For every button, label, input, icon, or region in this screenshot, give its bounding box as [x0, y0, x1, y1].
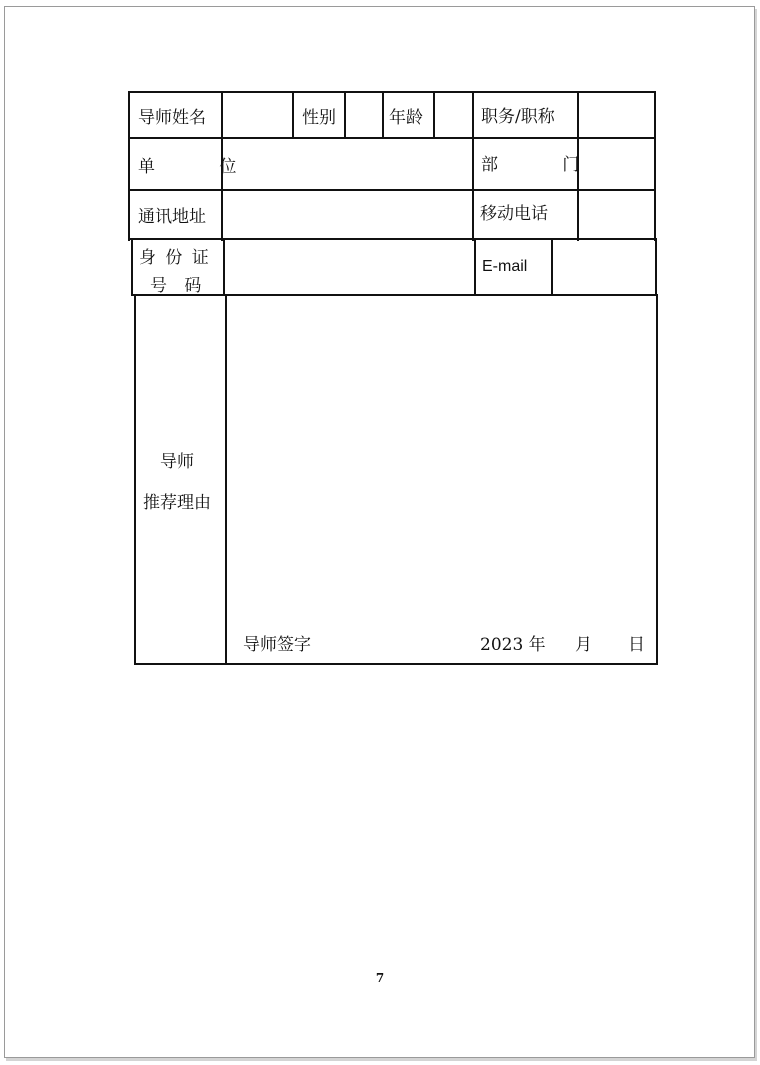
address-label: 通讯地址: [138, 207, 206, 227]
unit-label: 单 位: [138, 157, 251, 177]
document-page: [4, 6, 755, 1058]
table-border-right: [654, 91, 656, 241]
recommendation-label-line1: 导师: [160, 452, 194, 472]
signature-label: 导师签字: [243, 635, 311, 655]
gender-label: 性别: [302, 108, 336, 128]
cell-divider: [344, 91, 346, 139]
table-border-right-bottom: [656, 294, 658, 665]
table-border-left: [128, 91, 130, 241]
table-border-left-bottom: [134, 294, 136, 665]
email-label: E-mail: [482, 258, 528, 275]
department-label: 部 门: [481, 155, 594, 175]
cell-divider: [433, 91, 435, 139]
date-year: 2023 年: [480, 635, 546, 655]
date-day: 日: [628, 635, 645, 655]
cell-divider: [472, 91, 474, 241]
mobile-phone-label: 移动电话: [480, 204, 548, 224]
table-border-left-lower: [131, 238, 133, 296]
age-label: 年龄: [389, 108, 423, 128]
table-border-bottom: [134, 663, 658, 665]
date-month: 月: [575, 635, 592, 655]
supervisor-name-label: 导师姓名: [138, 108, 206, 128]
cell-divider: [551, 238, 553, 296]
id-number-label-line2: 号 码: [150, 276, 208, 296]
page-number: 7: [375, 971, 385, 985]
table-border-top: [128, 91, 655, 93]
table-border-right-lower: [655, 238, 657, 296]
row-divider-1: [128, 137, 655, 139]
cell-divider: [474, 238, 476, 296]
label-column-divider-bottom: [225, 294, 227, 665]
position-title-label: 职务/职称: [481, 107, 555, 127]
cell-divider: [292, 91, 294, 139]
label-column-divider-lower: [223, 238, 225, 296]
recommendation-label-line2: 推荐理由: [143, 493, 211, 513]
row-divider-3: [128, 238, 655, 240]
row-divider-4: [131, 294, 657, 296]
row-divider-2: [128, 189, 655, 191]
cell-divider: [382, 91, 384, 139]
id-number-label-line1: 身 份 证: [139, 248, 211, 268]
